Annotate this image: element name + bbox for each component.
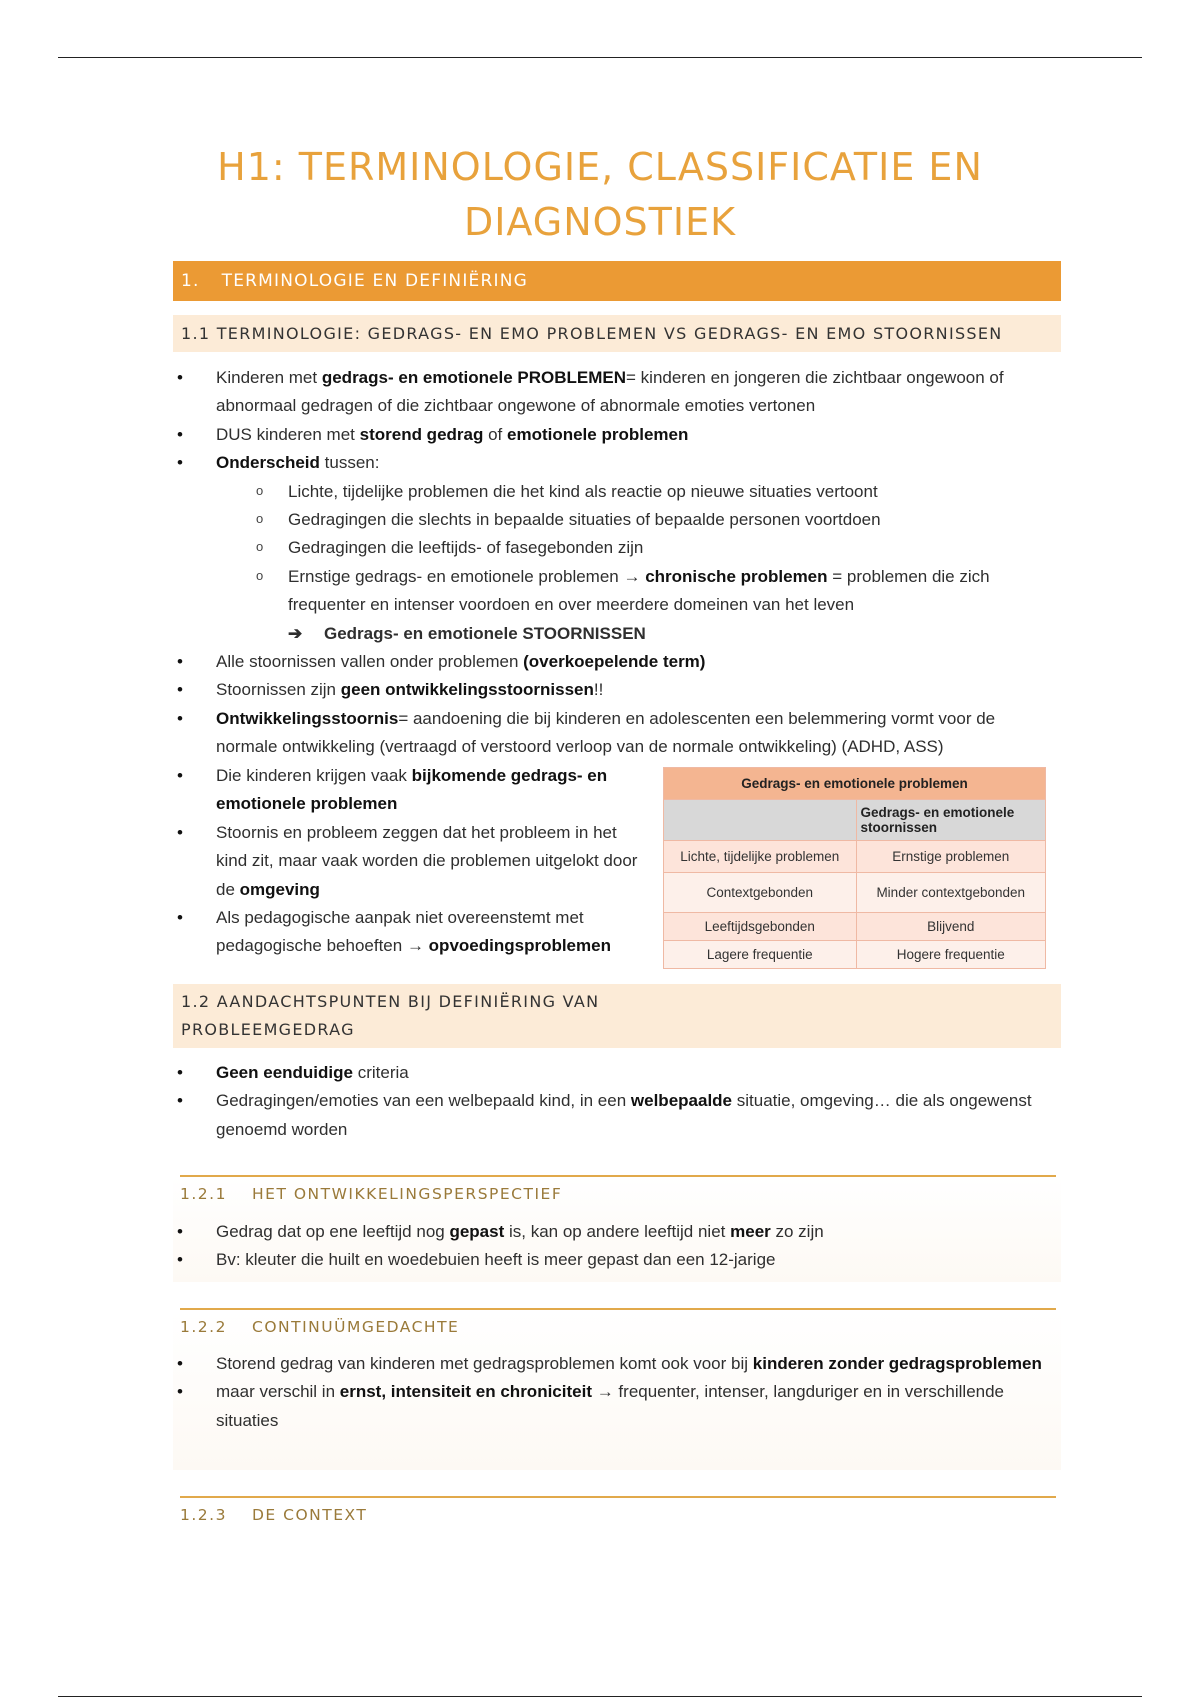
bullet-list-ontwikkeling (173, 1218, 1061, 1275)
table-row: Leeftijdsgebonden Blijvend (664, 913, 1046, 941)
heading-1-2-1: 1.2.1 HET ONTWIKKELINGSPERSPECTIEF (180, 1175, 1056, 1203)
table-header-right: Gedrags- en emotionele stoornissen (856, 800, 1046, 841)
arrow-icon: ➔ (288, 623, 303, 643)
bullet-list-terminology (173, 364, 1061, 762)
heading-1-2-3: 1.2.3 DE CONTEXT (180, 1496, 1056, 1524)
sub-list-item: o Gedragingen die leeftijds- of fasegebonden zijn (216, 534, 1061, 562)
bullet-list-left-of-table (173, 762, 648, 961)
bullet-list-aandachtspunten (173, 1059, 1061, 1144)
list-item: • Storend gedrag van kinderen met gedragsproblemen komt ook voor bij kinderen zonder gedragsproblemen (173, 1350, 1061, 1378)
sub-list-item: o Ernstige gedrags- en emotionele problemen → chronische problemen = problemen die zich frequenter en intenser voordoen en over meerdere domeinen van het leven (216, 563, 1061, 620)
list-item: • Gedragingen/emoties van een welbepaald kind, in een welbepaalde situatie, omgeving… die als ongewenst genoemd worden (173, 1087, 1061, 1144)
sub-list-item: o Gedragingen die slechts in bepaalde situaties of bepaalde personen voortdoen (216, 506, 1061, 534)
bottom-rule (58, 1696, 1142, 1697)
list-item: • Ontwikkelingsstoornis= aandoening die bij kinderen en adolescenten een belemmering vormt voor de normale ontwikkeling (vertraagd of verstoord verloop van de normale ontwikkeling) (ADHD, ASS) (173, 705, 1061, 762)
table-row: Contextgebonden Minder contextgebonden (664, 873, 1046, 913)
list-item: • Als pedagogische aanpak niet overeenstemt met pedagogische behoeften → opvoedingsproblemen (173, 904, 648, 961)
list-item: • Bv: kleuter die huilt en woedebuien heeft is meer gepast dan een 12-jarige (173, 1246, 1061, 1274)
heading-label: TERMINOLOGIE EN DEFINIËRING (221, 271, 528, 291)
arrow-conclusion: ➔ Gedrags- en emotionele STOORNISSEN (216, 620, 1061, 648)
sub-list-item: o Lichte, tijdelijke problemen die het kind als reactie op nieuwe situaties vertoont (216, 478, 1061, 506)
table-caption: Gedrags- en emotionele problemen (664, 768, 1046, 800)
list-item: • Gedrag dat op ene leeftijd nog gepast is, kan op andere leeftijd niet meer zo zijn (173, 1218, 1061, 1246)
bullet-list-continuum (173, 1350, 1061, 1435)
sub-list (216, 478, 1061, 620)
list-item: • DUS kinderen met storend gedrag of emotionele problemen (173, 421, 1061, 449)
comparison-table (663, 767, 1046, 969)
heading-line: 1.2 AANDACHTSPUNTEN BIJ DEFINIËRING VAN (181, 992, 600, 1011)
heading-1 (173, 261, 1061, 301)
list-item: • Stoornissen zijn geen ontwikkelingsstoornissen!! (173, 676, 1061, 704)
list-item: • Geen eenduidige criteria (173, 1059, 1061, 1087)
table-row: Lagere frequentie Hogere frequentie (664, 941, 1046, 969)
list-item: • Stoornis en probleem zeggen dat het probleem in het kind zit, maar vaak worden die problemen uitgelokt door de omgeving (173, 819, 648, 904)
heading-number: 1. (181, 271, 200, 291)
list-item: • Die kinderen krijgen vaak bijkomende gedrags- en emotionele problemen (173, 762, 648, 819)
page-title: H1: TERMINOLOGIE, CLASSIFICATIE EN DIAGNOSTIEK (217, 145, 983, 244)
table-row: Lichte, tijdelijke problemen Ernstige problemen (664, 841, 1046, 873)
heading-line: PROBLEEMGEDRAG (181, 1020, 355, 1039)
heading-1-2 (173, 984, 1061, 1048)
table-header-left (664, 800, 857, 841)
list-item: • Alle stoornissen vallen onder problemen (overkoepelende term) (173, 648, 1061, 676)
list-item: • Onderscheid tussen: o Lichte, tijdelijke problemen die het kind als reactie op nieuwe situaties vertoont o Gedragingen die slechts in bepaalde situaties of bepaalde personen voortdoen o Gedragingen die leeftijds- of fasegebonden zijn o Ernstige gedrags- en emotionele problemen → chronische problemen = problemen die zich frequenter en intenser voordoen en over meerdere domeinen van het leven ➔ Gedrags- en emotionele STOORNISSEN (173, 449, 1061, 648)
top-rule (58, 57, 1142, 58)
heading-1-2-2: 1.2.2 CONTINUÜMGEDACHTE (180, 1308, 1056, 1336)
heading-1-1: 1.1 TERMINOLOGIE: GEDRAGS- EN EMO PROBLEMEN VS GEDRAGS- EN EMO STOORNISSEN (173, 315, 1061, 352)
list-item: • Kinderen met gedrags- en emotionele PROBLEMEN= kinderen en jongeren die zichtbaar ongewoon of abnormaal gedragen of die zichtbaar ongewone of abnormale emoties vertonen (173, 364, 1061, 421)
list-item: • maar verschil in ernst, intensiteit en chroniciteit → frequenter, intenser, langduriger en in verschillende situaties (173, 1378, 1061, 1435)
